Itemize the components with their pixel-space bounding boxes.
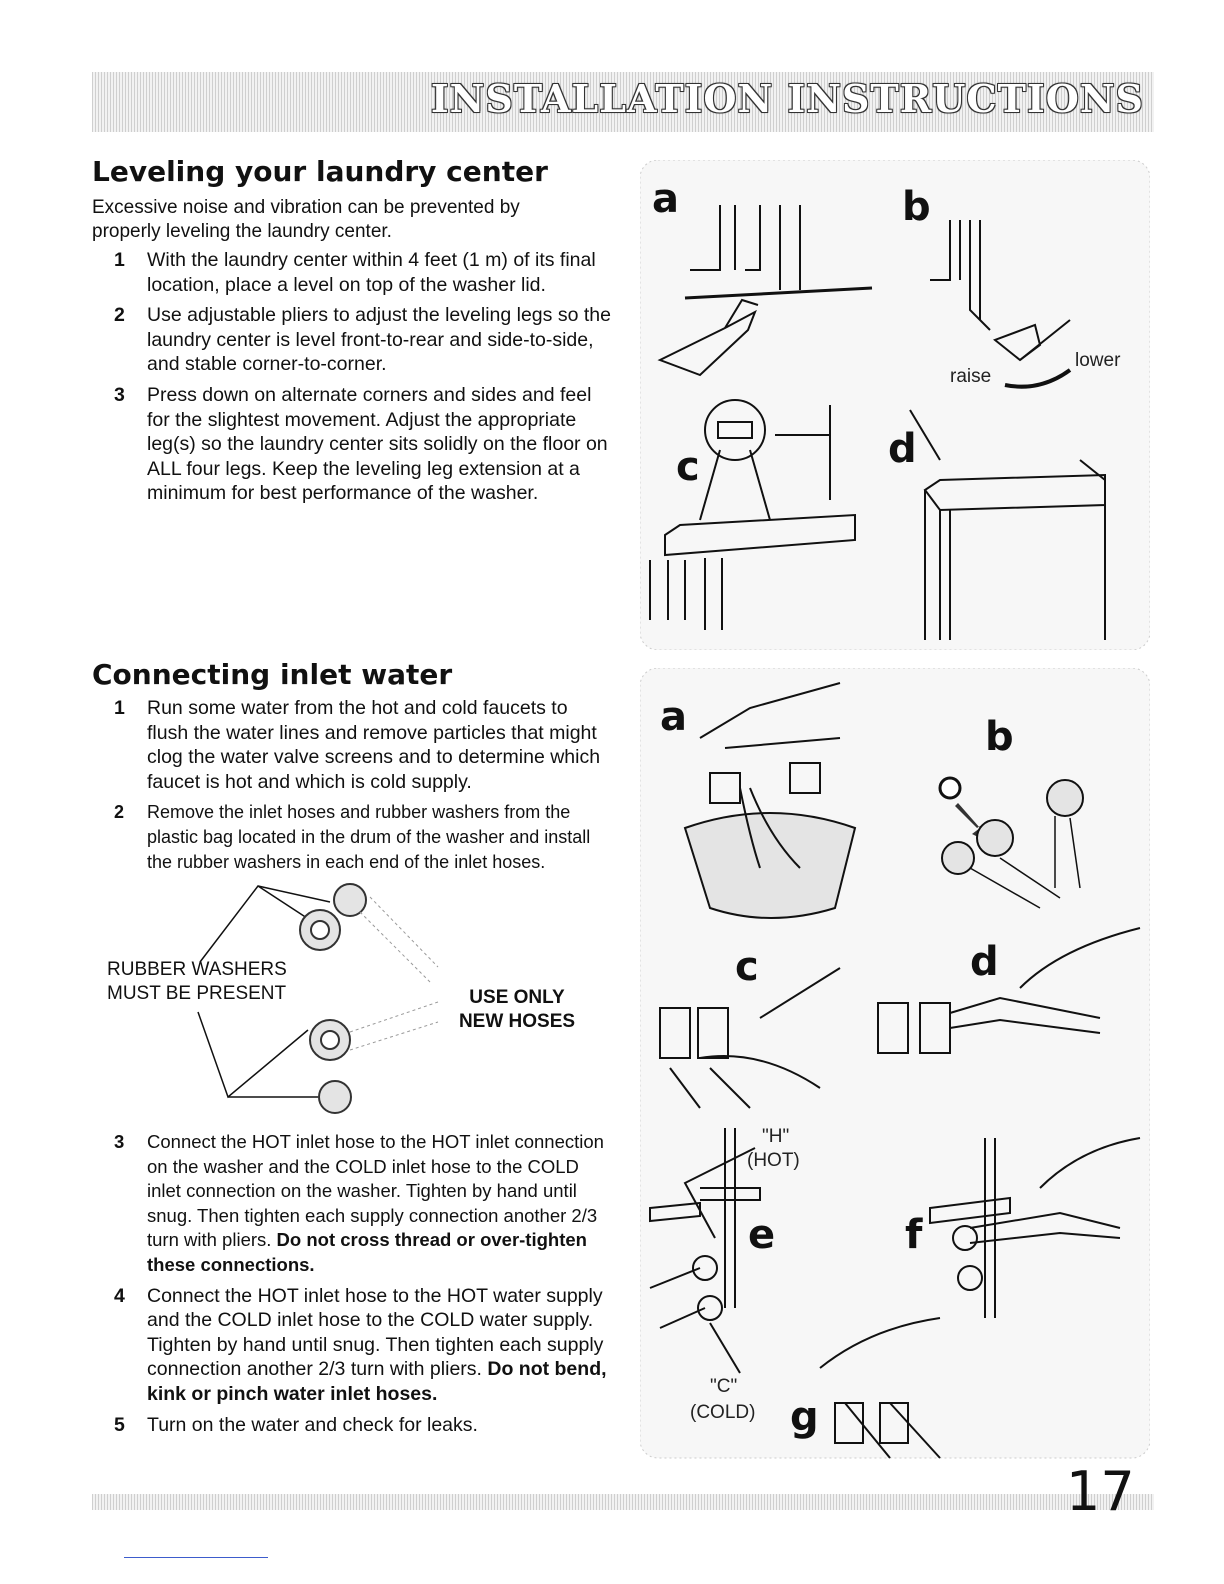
lower-label: lower [1075, 350, 1121, 371]
list-item: 1 Run some water from the hot and cold faucets to flush the water lines and remove particles that might clog the water valve screens and to determine which faucet is hot and which is cold supply. [114, 697, 601, 793]
hot-word-label: (HOT) [747, 1150, 800, 1171]
list-item: 3 Press down on alternate corners and sides and feel for the slightest movement. Adjust the appropriate leg(s) so the laundry center sits solidly on the floor on ALL four legs. Keep the leveling leg extension at a minimum for best performance of the washer. [114, 383, 608, 505]
hose-end-icon [300, 884, 438, 1113]
list-item: 2 Remove the inlet hoses and rubber washers from the plastic bag located in the drum of the washer and install the rubber washers in each end of the inlet hoses. [114, 802, 591, 872]
list-item: 2 Use adjustable pliers to adjust the leveling legs so the laundry center is level front-to-rear and side-to-side, and stable corner-to-corner. [114, 304, 611, 376]
page-title: INSTALLATION INSTRUCTIONS [430, 76, 1144, 121]
divider [124, 1557, 268, 1558]
inlet-steps-b [92, 1130, 612, 1443]
inlet-heading: Connecting inlet water [92, 658, 453, 691]
header-bar [92, 72, 1154, 132]
washers-note: RUBBER WASHERS MUST BE PRESENT [107, 959, 287, 1004]
figure-letter-a: a [660, 694, 687, 740]
leveling-steps [92, 248, 612, 512]
page-number: 17 [1066, 1460, 1135, 1523]
figure-letter-d: d [970, 939, 999, 985]
inlet-steps-a [92, 696, 612, 880]
leveling-heading: Leveling your laundry center [92, 155, 548, 188]
list-item: 4 Connect the HOT inlet hose to the HOT water supply and the COLD inlet hose to the COLD water supply. Tighten by hand until snug. Then tighten each supply connection another 2/3 turn with pliers. Do not bend, kink or pinch water inlet hoses. [114, 1284, 607, 1405]
figure-letter-c: c [735, 944, 759, 990]
inlet-water-illustration [640, 668, 1150, 1468]
cold-code-label: "C" [710, 1376, 738, 1397]
figure-letter-a: a [652, 176, 679, 222]
leveling-intro: Excessive noise and vibration can be prevented by properly leveling the laundry center. [92, 197, 520, 242]
list-item: 3 Connect the HOT inlet hose to the HOT inlet connection on the washer and the COLD inlet hose to the COLD inlet connection on the washer. Tighten by hand until snug. Then tighten each supply connection another 2/3 turn with pliers. Do not cross thread or over-tighten these connections. [114, 1131, 604, 1275]
footer-bar [92, 1494, 1154, 1510]
figure-letter-e: e [748, 1212, 776, 1258]
figure-letter-b: b [902, 184, 931, 230]
raise-label: raise [950, 366, 992, 387]
hoses-note: USE ONLY NEW HOSES [458, 987, 576, 1032]
figure-letter-f: f [905, 1212, 923, 1258]
figure-letter-g: g [790, 1394, 819, 1440]
hot-code-label: "H" [762, 1126, 790, 1147]
list-item: 5 Turn on the water and check for leaks. [114, 1413, 478, 1436]
figure-letter-c: c [676, 444, 700, 490]
cold-word-label: (COLD) [690, 1402, 756, 1423]
figure-letter-b: b [985, 714, 1014, 760]
list-item: 1 With the laundry center within 4 feet (1 m) of its final location, place a level on top of the washer lid. [114, 249, 596, 296]
leveling-illustration [640, 160, 1150, 650]
figure-letter-d: d [888, 426, 917, 472]
